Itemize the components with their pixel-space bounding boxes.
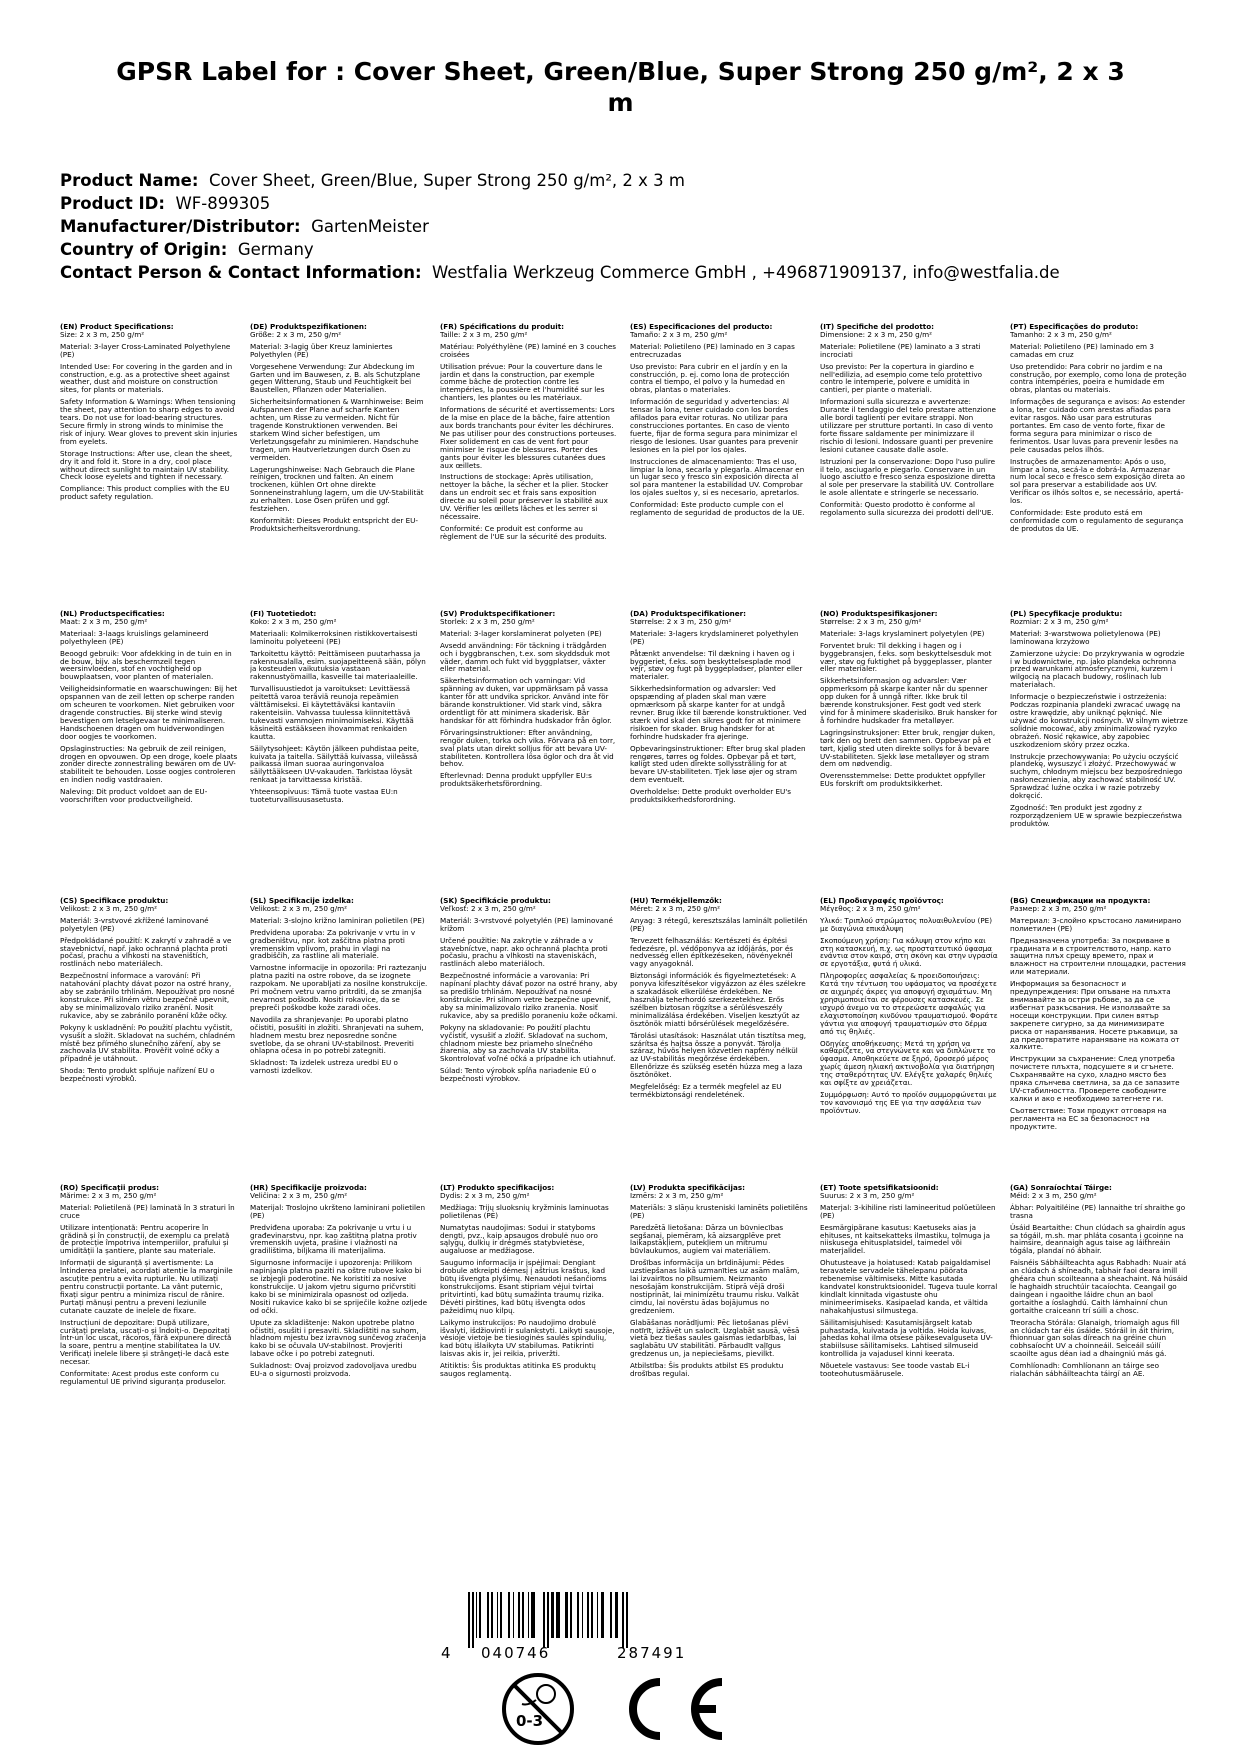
language-block <box>820 610 998 897</box>
barcode-bar <box>468 1592 470 1648</box>
language-block-text: Material: Polietileno (PE) laminado em 3 camadas em cruz <box>1010 341 1154 359</box>
language-block-text: Velikost: 2 x 3 m, 250 g/m² <box>250 903 348 913</box>
language-block-text: Megfelelőség: Ez a termék megfelel az EU termékbiztonsági rendeletének. <box>630 1082 782 1099</box>
language-block-text: Zgodność: Ten produkt jest zgodny z rozporządzeniem UE w sprawie bezpieczeństwa produktów. <box>1010 802 1182 828</box>
language-block-text: Materiał: 3-warstwowa polietylenowa (PE) laminowana krzyżowo <box>1010 628 1161 646</box>
language-block-text: Materiale: Polietilene (PE) laminato a 3 strati incrociati <box>820 341 981 359</box>
language-block-text: Varnostne informacije in opozorila: Pri raztezanju platna paziti na ostre robove, da se izognete razpokam. Ne uporabljati za nosilne konstrukcije. Pri močnem vetru varno pritrditi, da se zmanjša nevarnost poškodb. Nositi rokavice, da se prepreči poškodbe kože zaradi očes. <box>250 963 428 1012</box>
language-block-text: Izmērs: 2 x 3 m, 250 g/m² <box>630 1190 724 1200</box>
language-block-text: Faisnéis Sábháilteachta agus Rabhadh: Nuair atá an clúdach á shíneadh, tabhair faoi deara imill ghéara chun scoilteanna a sheachaint. Ná húsáid le haghaidh struchtúir tacaíochta. Ceangail go daingean i ngaoithe láidre chun an baol gortaithe a íoslaghdú. Caith lámhainní chun gortaithe craiceann trí súili a chosc. <box>1010 1258 1188 1315</box>
language-block-heading: (EN) Product Specifications: <box>60 323 174 331</box>
language-block-text: Материал: 3-слойно кръстосано ламинирано полиетилен (PE) <box>1010 915 1182 933</box>
language-block-text: Shoda: Tento produkt splňuje nařízení EU o bezpečnosti výrobků. <box>60 1066 215 1084</box>
barcode-bars <box>440 1592 740 1648</box>
compliance-symbols <box>500 1670 760 1750</box>
language-block-text: Matériau: Polyéthylène (PE) laminé en 3 couches croisées <box>440 341 617 359</box>
language-block-text: Sicherheitsinformationen & Warnhinweise: Beim Aufspannen der Plane auf scharfe Kanten achten, um Risse zu vermeiden. Nicht für tragende Konstruktionen verwenden. Bei starkem Wind sicher befestigen, um Verletzungsgefahr zu minimieren. Handschuhe tragen, um Hautverletzungen durch Ösen zu vermeiden. <box>250 397 424 462</box>
language-block-text: Vorgesehene Verwendung: Zur Abdeckung im Garten und im Bauwesen, z. B. als Schutzplane gegen Witterung, Staub und Feuchtigkeit bei Baustellen, Pflanzen oder Materialien. <box>250 361 421 395</box>
language-block-text: Určené použitie: Na zakrytie v záhrade a v stavebníctve, napr. ako ochranná plachta proti počasiu, prachu a vlhkosti na staveniskách, rastlinách alebo materiáloch. <box>440 935 608 969</box>
language-block-heading: (FI) Tuotetiedot: <box>250 610 317 618</box>
language-block-text: Velikost: 2 x 3 m, 250 g/m² <box>60 903 158 913</box>
language-block <box>440 323 618 610</box>
language-block-text: Informations de sécurité et avertissements: Lors de la mise en place de la bâche, faire attention aux bords tranchants pour éviter les déchirures. Ne pas utiliser pour des constructions porteuses. Fixer solidement en cas de vent fort pour minimiser le risque de blessures. Porter des gants pour éviter les blessures cutanées dues aux œillets. <box>440 405 617 470</box>
language-block <box>60 897 238 1184</box>
language-block-text: Dimensione: 2 x 3 m, 250 g/m² <box>820 329 933 339</box>
info-label: Country of Origin: <box>60 240 228 259</box>
spec-grid <box>60 323 1190 1471</box>
language-block-heading: (PT) Especificações do produto: <box>1010 323 1139 331</box>
language-block-text: Påtænkt anvendelse: Til dækning i haven og i byggeriet, f.eks. som beskyttelsesplade mod vejr, støv og fugt på byggepladser, planter eller materialer. <box>630 648 803 682</box>
language-block-text: Biztonsági információk és figyelmeztetések: A ponyva kifeszítésekor vigyázzon az éles szélekre a szakadások elkerülése érdekében. Ne használja teherhordó szerkezetekhez. Erős szélben biztosan rögzítse a sérülésveszély minimalizálása érdekében. Viseljen kesztyűt az ösztönök miatti bőrsérülések megelőzésére. <box>630 971 806 1028</box>
language-block <box>440 1184 618 1471</box>
language-block-text: Overensstemmelse: Dette produktet oppfyller EUs forskrift om produktsikkerhet. <box>820 771 986 789</box>
language-block-text: Sikkerhetsinformasjon og advarsler: Vær oppmerksom på skarpe kanter når du spenner opp duken for å unngå rifter. Ikke bruk til bærende konstruksjoner. Fest godt ved sterk vind for å minimere skaderisiko. Bruk hansker for å forhindre hudskader fra metalløyer. <box>820 676 998 725</box>
language-block-text: Saugumo informacija ir įspėjimai: Dengiant drobule atkreipti dėmesį į aštrius kraštus, kad būtų išvengta plyšimų. Nenaudoti nešančioms konstrukcijoms. Esant stipriam vėjui tvirtai pritvirtinti, kad būtų sumažinta traumų rizika. Dėvėti pirštines, kad būtų išvengta odos pažeidimų nuo kilpų. <box>440 1258 607 1315</box>
language-block-text: Atbilstība: Šis produkts atbilst ES produktu drošības regulai. <box>630 1361 784 1379</box>
language-block-text: Treoracha Stórála: Glanaigh, triomaigh agus fill an clúdach tar éis úsáide. Stóráil in áit thirim, fhionnuar gan solas díreach na gréine chun cobhsaíocht UV a choinneáil. Seiceáil súilí scaoilte agus déan iad a dhaingniú más gá. <box>1010 1317 1180 1359</box>
language-block-text: Material: 3-lagig über Kreuz laminiertes Polyethylen (PE) <box>250 341 393 359</box>
language-block-text: Yhteensopivuus: Tämä tuote vastaa EU:n tuoteturvallisuusasetusta. <box>250 787 398 805</box>
info-label: Manufacturer/Distributor: <box>60 217 301 236</box>
language-block-text: Materiale: 3-lagers krydslamineret polyethylen (PE) <box>630 628 799 646</box>
language-block-text: Material: Polietilenă (PE) laminată în 3 straturi în cruce <box>60 1202 235 1220</box>
language-block-heading: (GA) Sonraíochtaí Táirge: <box>1010 1184 1112 1192</box>
language-block-text: Veličina: 2 x 3 m, 250 g/m² <box>250 1190 348 1200</box>
barcode-bar <box>570 1592 572 1638</box>
barcode-bar <box>518 1592 520 1638</box>
barcode-bar <box>513 1592 514 1638</box>
barcode-bar <box>610 1592 612 1638</box>
language-block-text: Uso pretendido: Para cobrir no jardim e na construção, por exemplo, como lona de proteção contra intempéries, poeira e humidade em obras, plantas ou materiais. <box>1010 361 1187 395</box>
language-block-text: Opslaginstructies: Na gebruik de zeil reinigen, drogen en opvouwen. Op een droge, koele plaats zonder directe zonnestraling bewaren om de UV-stabiliteit te behouden. Losse oogjes controleren en indien nodig vastdraaien. <box>60 743 238 785</box>
language-block-heading: (LT) Produkto specifikacijos: <box>440 1184 555 1192</box>
language-block <box>630 897 808 1184</box>
language-block-text: Informazioni sulla sicurezza e avvertenze: Durante il tendaggio del telo prestare attenzione alle bordi taglienti per evitare strappi. Non utilizzare per strutture portanti. In caso di vento forte fissare saldamente per minimizzare il rischio di lesioni. Indossare guanti per prevenire lesioni cutanee causate dalle asole. <box>820 397 996 454</box>
language-block-text: Overholdelse: Dette produkt overholder EU's produktsikkerhedsforordning. <box>630 787 792 805</box>
language-block-text: Méret: 2 x 3 m, 250 g/m² <box>630 903 721 913</box>
language-block-text: Avsedd användning: För täckning i trädgården och i byggbranschen, t.ex. som skyddsduk mot väder, damm och fukt vid byggplatser, växter eller material. <box>440 640 610 674</box>
language-block-text: Glabāšanas norādījumi: Pēc lietošanas plēvi notīrīt, izžāvēt un salocīt. Uzglabāt sausā, vēsā vietā bez tiešas saules gaismas iedarbības, lai saglabātu UV stabilitāti. Pārbaudīt vaļīgus gredzenus un, ja nepieciešams, pievilkt. <box>630 1317 800 1359</box>
language-block-text: Turvallisuustiedot ja varoitukset: Levittäessä peitettä varoa teräviä reunoja repeämien välttämiseksi. Ei käytettäväksi kantaviin rakenteisiin. Vahvassa tuulessa kiinnitettävä tukevasti vammojen minimoimiseksi. Käyttää käsineitä estääkseen ihovammat renkaiden kautta. <box>250 684 414 741</box>
language-block-text: Tárolási utasítások: Használat után tisztítsa meg, szárítsa és hajtsa össze a ponyvát. Tárolja száraz, hűvös helyen közvetlen napfény nélkül az UV-stabilitás megőrzése érdekében. Ellenőrizze és szükség esetén húzza meg a laza ösztönöket. <box>630 1030 807 1080</box>
language-block-heading: (BG) Спецификации на продукта: <box>1010 897 1151 905</box>
barcode-bar <box>597 1592 598 1638</box>
language-block-heading: (ET) Toote spetsifikatsioonid: <box>820 1184 939 1192</box>
barcode-bar <box>577 1592 579 1638</box>
language-block-text: Veiligheidsinformatie en waarschuwingen: Bij het opspannen van de zeil letten op scherpe randen om scheuren te voorkomen. Niet gebruiken voor dragende constructies. Bij sterke wind stevig bevestigen om letselgevaar te minimaliseren. Handschoenen dragen om huidverwondingen door oogjes te voorkomen. <box>60 684 238 741</box>
language-block-text: Tamaño: 2 x 3 m, 250 g/m² <box>630 329 728 339</box>
language-block <box>820 897 998 1184</box>
language-block-text: Laikymo instrukcijos: Po naudojimo drobulė išvalyti, išdžiovinti ir sulankstyti. Laikyti sausoje, vėsioje vietoje be tiesioginės saulės spindulių, kad būtų išlaikyta UV stabilumas. Patikrinti laisvas akis ir, jei reikia, priveržti. <box>440 1317 615 1359</box>
language-block-text: Información de seguridad y advertencias: Al tensar la lona, tener cuidado con los bordes afilados para evitar roturas. No utilizar para construcciones portantes. En caso de viento fuerte, fijar de forma segura para minimizar el riesgo de lesiones. Usar guantes para prevenir lesiones en la piel por los ojales. <box>630 397 799 454</box>
barcode-bar <box>551 1592 554 1638</box>
language-block-text: Informações de segurança e avisos: Ao estender a lona, ter cuidado com arestas afiadas para evitar rasgos. Não usar para estruturas portantes. Em caso de vento forte, fixar de forma segura para minimizar o risco de ferimentos. Usar luvas para prevenir lesões na pele causadas pelos ilhós. <box>1010 397 1186 454</box>
language-block-text: Instrucciones de almacenamiento: Tras el uso, limpiar la lona, secarla y plegarla. Almacenar en un lugar seco y fresco sin exposición directa al sol para mantener la estabilidad UV. Comprobar los ojales sueltos y, si es necesario, apretarlos. <box>630 456 805 498</box>
language-block <box>630 323 808 610</box>
language-block-text: Storage Instructions: After use, clean the sheet, dry it and fold it. Store in a dry, cool place without direct sunlight to maintain UV stability. Check loose eyelets and tighten if necessary. <box>60 448 233 482</box>
language-block-text: Maat: 2 x 3 m, 250 g/m² <box>60 616 148 626</box>
language-block-text: Tarkoitettu käyttö: Peittämiseen puutarhassa ja rakennusalalla, esim. suojapeitteenä sään, pölyn ja kosteuden vaikutuksia vastaan rakennustyömailla, kasveille tai materiaaleille. <box>250 648 426 682</box>
info-value: GartenMeister <box>311 217 429 236</box>
language-block-text: Materiale: 3-lags kryslaminert polyetylen (PE) <box>820 628 985 638</box>
info-row <box>60 261 1190 284</box>
info-label: Contact Person & Contact Information: <box>60 263 422 282</box>
language-block-text: Bezpečnostné informácie a varovania: Pri napínaní plachty dávať pozor na ostré hrany, aby sa predišlo trhlinám. Nepoužívať na nosné konštrukcie. Pri silnom vetre bezpečne upevniť, aby sa minimalizovalo riziko zranenia. Nosiť rukavice, aby sa predišlo poraneniu kože očkami. <box>440 971 618 1020</box>
language-block-text: Ohutusteave ja hoiatused: Katab paigaldamisel teravatele servadele tähelepanu pöörata rebenemise vältimiseks. Mitte kasutada kandvatel konstruktsioonidel. Tugeva tuule korral kindlalt kinnitada vigastuste ohu minimeerimiseks. Kasipaelad kanda, et vältida nahakahjustusi silmustega. <box>820 1258 998 1315</box>
language-block-heading: (NL) Productspecificaties: <box>60 610 165 618</box>
ce-mark-icon <box>633 1682 722 1736</box>
language-block-heading: (FR) Spécifications du produit: <box>440 323 565 331</box>
language-block-text: Bezpečnostní informace a varování: Při natahování plachty dávat pozor na ostré hrany, aby se zabránilo trhlinám. Nepoužívat pro nosné konstrukce. Při silném větru bezpečně upevnit, aby se minimalizovalo riziko zranění. Nosit rukavice, aby se zabránilo poranění kůže očky. <box>60 971 235 1020</box>
language-block-text: Lagerungshinweise: Nach Gebrauch die Plane reinigen, trocknen und falten. An einem trockenen, kühlen Ort ohne direkte Sonneneinstrahlung lagern, um die UV-Stabilität zu erhalten. Lose Ösen prüfen und ggf. festziehen. <box>250 464 424 514</box>
language-block-text: Naleving: Dit product voldoet aan de EU-voorschriften voor productveiligheid. <box>60 787 208 805</box>
language-block-text: Utilizare intenționată: Pentru acoperire în grădină și în construcții, de exemplu ca prelată de protecție împotriva intemperiilor, prafului și umidității la șantiere, plante sau materiale. <box>60 1222 230 1256</box>
language-block <box>60 610 238 897</box>
barcode-bar <box>587 1592 589 1638</box>
info-row <box>60 238 1190 261</box>
product-info <box>60 169 1190 284</box>
info-row <box>60 192 1190 215</box>
language-block-text: Efterlevnad: Denna produkt uppfyller EU:s produktsäkerhetsförordning. <box>440 771 592 789</box>
info-value: Westfalia Werkzeug Commerce GmbH , +496871909137, info@westfalia.de <box>432 263 1060 282</box>
language-block-text: Πληροφορίες ασφαλείας & προειδοποιήσεις: Κατά την τέντωση του υφάσματος να προσέχετε σε αιχμηρές άκρες για αποφυγή σχισμάτων. Μη χρησιμοποιείται σε φέρουσες κατασκευές. Σε ισχυρό άνεμο να το στερεώσετε ασφαλώς για ελαχιστοποίηση κινδύνου τραυματισμού. Φοράτε γάντια για αποφυγή τραυματισμών στο δέρμα από τις θηλιές. <box>820 971 998 1036</box>
language-block-heading: (ES) Especificaciones del producto: <box>630 323 773 331</box>
language-block <box>60 323 238 610</box>
language-block-text: Predvidena uporaba: Za pokrivanje v vrtu in v gradbeništvu, npr. kot zaščitna platna proti vremenskim vplivom, prahu in vlagi na gradbiščih, za rastline ali materiale. <box>250 927 416 961</box>
barcode-bar <box>497 1592 498 1638</box>
language-block-text: Uso previsto: Per la copertura in giardino e nell'edilizia, ad esempio come telo protettivo contro le intemperie, polvere e umidità in cantieri, per piante o materiali. <box>820 361 983 395</box>
language-block-text: Safety Information & Warnings: When tensioning the sheet, pay attention to sharp edges to avoid tears. Do not use for load-bearing structures. Secure firmly in strong winds to minimise the risk of injury. Wear gloves to prevent skin injuries from eyelets. <box>60 397 238 446</box>
barcode-bar <box>565 1592 568 1638</box>
language-block-text: Nõuetele vastavus: See toode vastab EL-i tooteohutusmäärusele. <box>820 1361 970 1379</box>
barcode-bar <box>479 1592 481 1638</box>
language-block-text: Skladnost: Ta izdelek ustreza uredbi EU o varnosti izdelkov. <box>250 1058 398 1076</box>
barcode-bar <box>528 1592 529 1638</box>
language-block-text: Инструкции за съхранение: След употреба почистете плъхта, подсушете я и сгънете. Съхранявайте на сухо, хладно място без пряка слънчева светлина, за да се запазите UV-стабилността. Проверете свободните халки и ако е необходимо затегнете ги. <box>1010 1054 1180 1103</box>
language-block-text: Medžiaga: Trijų sluoksnių kryžminis laminuotas polietilenas (PE) <box>440 1202 609 1220</box>
language-block <box>1010 610 1188 897</box>
language-block-heading: (SK) Špecifikácie produktu: <box>440 897 551 905</box>
info-row <box>60 169 1190 192</box>
language-block-text: Förvaringsinstruktioner: Efter användning, rengör duken, torka och vika. Förvara på en torr, sval plats utan direkt solljus för att bevara UV-stabiliteten. Kontrollera lösa öglor och dra åt vid behov. <box>440 727 616 769</box>
language-block-heading: (PL) Specyfikacje produktu: <box>1010 610 1123 618</box>
language-block-text: Material: 3-slojno križno laminiran polietilen (PE) <box>250 915 425 925</box>
barcode-bar <box>476 1592 477 1638</box>
barcode-bar <box>531 1592 535 1638</box>
language-block <box>250 610 428 897</box>
language-block-text: Tervezett felhasználás: Kertészeti és építési fedezésre, pl. védőponyva az időjárás, por és nedvesség ellen építkezéseken, növényeknél vagy anyagoknál. <box>630 935 793 969</box>
language-block-text: Materiāls: 3 slāņu krusteniski laminēts polietilēns (PE) <box>630 1202 808 1220</box>
language-block-text: Conformidad: Este producto cumple con el reglamento de seguridad de productos de la UE. <box>630 500 805 518</box>
info-value: Germany <box>237 240 314 259</box>
language-block-text: Súlad: Tento výrobok spĺňa nariadenie EÚ o bezpečnosti výrobkov. <box>440 1066 597 1084</box>
language-block-text: Material: Polietileno (PE) laminado en 3 capas entrecruzadas <box>630 341 795 359</box>
language-block <box>820 323 998 610</box>
language-block-text: Säkerhetsinformation och varningar: Vid spänning av duken, var uppmärksam på vassa kanter för att undvika sprickor. Använd inte för bärande konstruktioner. Vid stark vind, säkra ordentligt för att minimera skaderisk. Bär handskar för att förhindra hudskador från öglor. <box>440 676 612 725</box>
not-for-children-0-3-icon <box>504 1675 572 1743</box>
language-block-text: Atitiktis: Šis produktas atitinka ES produktų saugos reglamentą. <box>440 1361 596 1379</box>
barcode-bar <box>522 1592 524 1638</box>
barcode-bar <box>487 1592 489 1638</box>
language-block-text: Информация за безопасност и предупреждения: При опъване на плъхта внимавайте за остри ръбове, за да се избегнат разкъсвания. Не използвайте за носещи конструкции. При силен вятър закрепете сигурно, за да минимизирате риска от наранявания. Носете ръкавици, за да предотвратите нараняване на кожата от халките. <box>1010 979 1180 1052</box>
language-block-text: Conformidade: Este produto está em conformidade com o regulamento de segurança de produtos da UE. <box>1010 508 1184 533</box>
language-block-text: Konformität: Dieses Produkt entspricht der EU-Produktsicherheitsverordnung. <box>250 515 419 533</box>
language-block-text: Rozmiar: 2 x 3 m, 250 g/m² <box>1010 616 1109 626</box>
language-block-text: Sikkerhedsinformation og advarsler: Ved opspænding af pladen skal man være opmærksom på skarpe kanter for at undgå revner. Brug ikke til bærende konstruktioner. Ved stærk vind skal den sikres godt for at minimere risikoen for skader. Brug handsker for at forhindre hudskader fra øjeringe. <box>630 684 807 741</box>
language-block-heading: (EL) Προδιαγραφές προϊόντος: <box>820 897 944 905</box>
page-title: GPSR Label for : Cover Sheet, Green/Blue, Super Strong 250 g/m², 2 x 3 m <box>116 57 1125 117</box>
info-value: WF-899305 <box>175 194 271 213</box>
language-block-text: Suurus: 2 x 3 m, 250 g/m² <box>820 1190 915 1200</box>
language-block-heading: (DA) Produktspecifikationer: <box>630 610 747 618</box>
language-block <box>250 1184 428 1471</box>
language-block-heading: (SV) Produktspecifikationer: <box>440 610 556 618</box>
language-block-text: Utilisation prévue: Pour la couverture dans le jardin et dans la construction, par exemple comme bâche de protection contre les intempéries, la poussière et l'humidité sur les chantiers, les plantes ou les matériaux. <box>440 361 605 403</box>
language-block-text: Conformitate: Acest produs este conform cu regulamentul UE privind siguranța produselor. <box>60 1369 226 1386</box>
language-block-text: Tamanho: 2 x 3 m, 250 g/m² <box>1010 329 1112 339</box>
language-block-text: Pokyny k uskladnění: Po použití plachtu vyčistit, vysušit a složit. Skladovat na suchém, chladném místě bez přímého slunečního záření, aby se zachovala UV stabilita. Prověřit volné očky a případně je utáhnout. <box>60 1022 235 1064</box>
language-block-text: Συμμόρφωση: Αυτό το προϊόν συμμορφώνεται με τον κανονισμό της ΕΕ για την ασφάλεια των προϊόντων. <box>820 1089 997 1115</box>
language-block-text: Instruções de armazenamento: Após o uso, limpar a lona, secá-la e dobrá-la. Armazenar num local seco e fresco sem exposição direta ao sol para preservar a estabilidade aos UV. Verificar os ilhós soltos e, se necessário, apertá-los. <box>1010 456 1185 506</box>
language-block-text: Sukladnost: Ovaj proizvod zadovoljava uredbu EU-a o sigurnosti proizvoda. <box>250 1361 417 1379</box>
language-block-text: Instructions de stockage: Après utilisation, nettoyer la bâche, la sécher et la plier. Stocker dans un endroit sec et frais sans exposition directe au soleil pour préserver la stabilité aux UV. Vérifier les œillets lâches et les serrer si nécessaire. <box>440 472 609 521</box>
language-block-text: Anyag: 3 rétegű, keresztszálas laminált polietilén (PE) <box>630 915 808 933</box>
barcode-bar <box>472 1592 474 1648</box>
barcode-bar <box>582 1592 583 1638</box>
language-block-text: Informacje o bezpieczeństwie i ostrzeżenia: Podczas rozpinania plandeki zwracać uwagę na ostre krawędzie, aby uniknąć pęknięć. Nie używać do konstrukcji nośnych. W silnym wietrze solidnie mocować, aby zminimalizować ryzyko obrażeń. Nosić rękawice, aby zapobiec uszkodzeniom skóry przez oczka. <box>1010 692 1188 749</box>
language-block-heading: (RO) Specificații produs: <box>60 1184 159 1192</box>
language-block-text: Μέγεθος: 2 x 3 m, 250 g/m² <box>820 903 921 913</box>
language-block <box>60 1184 238 1471</box>
language-block-text: Opbevaringsinstruktioner: Efter brug skal pladen rengøres, tørres og foldes. Opbevar på et tørt, køligt sted uden direkte sollysstråling for at bevare UV-stabiliteten. Tjek løse øjer og stram dem eventuelt. <box>630 743 806 785</box>
language-block-text: Storlek: 2 x 3 m, 250 g/m² <box>440 616 535 626</box>
language-block-text: Materiaal: 3-laags kruislings gelamineerd polyethyleen (PE) <box>60 628 209 646</box>
language-block-text: Méid: 2 x 3 m, 250 g/m² <box>1010 1190 1097 1200</box>
language-block-text: Taille: 2 x 3 m, 250 g/m² <box>440 329 528 339</box>
language-block-text: Eesmärgipärane kasutus: Kaetuseks aias ja ehituses, nt kaitsekatteks ilmastiku, tolmuga ja niiskusega ehitusplatsidel, taimedel või materjalidel. <box>820 1222 991 1256</box>
language-block <box>820 1184 998 1471</box>
barcode-bar <box>500 1592 502 1638</box>
language-block-text: Material: 3-layer Cross-Laminated Polyethylene (PE) <box>60 341 231 359</box>
language-block <box>630 1184 808 1471</box>
language-block-heading: (HR) Specifikacije proizvoda: <box>250 1184 367 1192</box>
barcode-bar <box>547 1592 549 1648</box>
language-block-heading: (CS) Specifikace produktu: <box>60 897 169 905</box>
language-block-text: Säilytysohjeet: Käytön jälkeen puhdistaa peite, kuivata ja taitella. Säilyttää kuivassa, viileässä paikassa ilman suoraa auringonvaloa säilyttääkseen UV-vakauden. Tarkistaa löysät renkaat ja tarvittaessa kiristää. <box>250 743 420 785</box>
language-block-text: Οδηγίες αποθήκευσης: Μετά τη χρήση να καθαρίζετε, να στεγνώνετε και να διπλώνετε το ύφασμα. Αποθηκεύετε σε ξηρό, δροσερό μέρος χωρίς άμεση ηλιακή ακτινοβολία για διατήρηση της σταθερότητας UV. Ελέγξτε χαλαρές θηλιές και σφίξτε αν χρειάζεται. <box>820 1038 996 1088</box>
language-block-text: Úsáid Beartaithe: Chun clúdach sa ghairdín agus sa tógáil, m.sh. mar phláta cosanta i gcoinne na haimsire, deannaigh agus taise ag láithreáin tógála, plandaí nó ábhair. <box>1010 1222 1186 1256</box>
language-block-text: Materjal: 3-kihiline risti lamineeritud polüetüleen (PE) <box>820 1202 996 1220</box>
language-block-text: Material: 3-lager korslaminerat polyeten (PE) <box>440 628 602 638</box>
language-block-text: Veľkosť: 2 x 3 m, 250 g/m² <box>440 903 536 913</box>
language-block <box>250 323 428 610</box>
barcode-bar <box>601 1592 604 1638</box>
barcode-bar <box>543 1592 545 1648</box>
language-block-text: Paredzētā lietošana: Dārza un būvniecības segšanai, piemēram, kā aizsargplēve pret laikapstākļiem, putekļiem un mitrumu būvlaukumos, augiem vai materiāliem. <box>630 1222 784 1256</box>
language-block-text: Materiál: 3-vrstvové zkřížené laminované polyetylen (PE) <box>60 915 209 933</box>
language-block-text: Conformità: Questo prodotto è conforme al regolamento sulla sicurezza dei prodotti dell'UE. <box>820 500 994 518</box>
language-block <box>1010 897 1188 1184</box>
language-block-heading: (HU) Termékjellemzők: <box>630 897 722 905</box>
svg-text:0-3: 0-3 <box>516 1712 544 1730</box>
language-block-text: Υλικό: Τριπλού στρώματος πολυαιθυλενίου (PE) με διαγώνια επικάλυψη <box>820 915 992 933</box>
language-block-text: Instrucțiuni de depozitare: După utilizare, curățați prelata, uscați-o și îndoiți-o. Depozitați într-un loc uscat, răcoros, fără expunere directă la soare, pentru a menține stabilitatea la UV. Verificați inelele libere și strângeți-le dacă este necesar. <box>60 1317 232 1367</box>
barcode-bar <box>591 1592 593 1638</box>
barcode-group-right: 287491 <box>617 1644 687 1662</box>
info-row <box>60 215 1190 238</box>
language-block-heading: (LV) Produkta specifikācijas: <box>630 1184 745 1192</box>
language-block-text: Navodila za shranjevanje: Po uporabi platno očistiti, posušiti in zložiti. Shranjevati na suhem, hladnem mestu brez neposredne sončne svetlobe, da se ohrani UV-stabilnost. Preveriti ohlapna očesa in po potrebi zategniti. <box>250 1014 424 1056</box>
language-block-text: Størrelse: 2 x 3 m, 250 g/m² <box>630 616 732 626</box>
language-block-heading: (IT) Specifiche del prodotto: <box>820 323 935 331</box>
barcode-lead-digit: 4 <box>441 1644 451 1662</box>
barcode-bar <box>491 1592 493 1638</box>
language-block-text: Sigurnosne informacije i upozorenja: Prilikom napinjanja platna paziti na oštre rubove kako bi se izbjegli poderotine. Ne koristiti za nosive konstrukcije. U jakom vjetru sigurno pričvrstiti kako bi se minimizirala opasnost od ozljeda. Nositi rukavice kako bi se spriječile kožne ozljede od očki. <box>250 1258 428 1315</box>
language-block-text: Materiál: 3-vrstvové polyetylén (PE) laminované krížom <box>440 915 613 933</box>
language-block <box>440 897 618 1184</box>
language-block-text: Compliance: This product complies with the EU product safety regulation. <box>60 484 230 502</box>
barcode-bar <box>556 1592 560 1638</box>
language-block-text: Pokyny na skladovanie: Po použití plachtu vyčistiť, vysušiť a zložiť. Skladovať na suchom, chladnom mieste bez priameho slnečného žiarenia, aby sa zachovala UV stabilita. Skontrolovať voľné očká a prípadne ich utiahnuť. <box>440 1022 616 1064</box>
barcode-bar <box>626 1592 628 1648</box>
language-block-heading: (DE) Produktspezifikationen: <box>250 323 367 331</box>
barcode-bar <box>508 1592 510 1638</box>
info-label: Product ID: <box>60 194 165 213</box>
language-block-text: Forventet bruk: Til dekking i hagen og i byggebransjen, f.eks. som beskyttelsesduk mot vær, støv og fuktighet på byggeplasser, planter eller materialer. <box>820 640 993 674</box>
language-block-text: Numatytas naudojimas: Sodui ir statyboms dengti, pvz., kaip apsaugos drobulė nuo oro sąlygų, dulkių ir drėgmės statybvietėse, augaluose ar medžiagose. <box>440 1222 598 1256</box>
barcode-group-left: 040746 <box>481 1644 551 1662</box>
language-block-text: Předpokládané použití: K zakrytí v zahradě a ve stavebnictví, např. jako ochranná plachta proti počasí, prachu a vlhkosti na staveništích, rostlinách nebo materiálech. <box>60 935 232 969</box>
language-block <box>250 897 428 1184</box>
language-block <box>440 610 618 897</box>
language-block-text: Informații de siguranță și avertismente: La întinderea prelatei, acordați atenție la marginile ascuțite pentru a evita rupturile. Nu utilizați pentru construcții portante. La vânt puternic, fixați sigur pentru a minimiza riscul de rănire. Purtați mănuși pentru a preveni leziunile cutanate cauzate de inelele de fixare. <box>60 1258 233 1315</box>
language-block-heading: (NO) Produktspesifikasjoner: <box>820 610 938 618</box>
barcode-bar <box>622 1592 624 1648</box>
language-block-heading: (SL) Specifikacije izdelka: <box>250 897 354 905</box>
language-block-text: Beoogd gebruik: Voor afdekking in de tuin en in de bouw, bijv. als beschermzeil tegen weersinvloeden, stof en vochtigheid op bouwplaatsen, voor planten of materialen. <box>60 648 232 682</box>
language-block-text: Materijal: Troslojno ukršteno laminirani polietilen (PE) <box>250 1202 426 1220</box>
language-block-text: Instrukcje przechowywania: Po użyciu oczyścić plandekę, wysuszyć i złożyć. Przechowywać w suchym, chłodnym miejscu bez bezpośredniego nasłonecznienia, aby zachować stabilność UV. Sprawdzać luźne oczka i w razie potrzeby dokręcić. <box>1010 751 1183 801</box>
language-block-text: Zamierzone użycie: Do przykrywania w ogrodzie i w budownictwie, np. jako plandeka ochronna przed warunkami atmosferycznymi, kurzem i wilgocią na placach budowy, roślinach lub materiałach. <box>1010 648 1185 690</box>
language-block <box>630 610 808 897</box>
language-block-text: Size: 2 x 3 m, 250 g/m² <box>60 329 145 339</box>
language-block-text: Dydis: 2 x 3 m, 250 g/m² <box>440 1190 530 1200</box>
language-block-text: Størrelse: 2 x 3 m, 250 g/m² <box>820 616 922 626</box>
language-block-text: Intended Use: For covering in the garden and in construction, e.g. as a protective sheet against weather, dust and moisture on construction sites, for plants or materials. <box>60 361 233 395</box>
language-block-text: Säilitamisjuhised: Kasutamisjärgselt katab puhastada, kuivatada ja voltida. Hoida kuivas, jahedas kohal ilma otsese päikesevalguseta UV-stabiilsuse säilitamiseks. Lahtised silmuseid kontrollida ja vajadusel kinni keerata. <box>820 1317 993 1359</box>
info-value: Cover Sheet, Green/Blue, Super Strong 250 g/m², 2 x 3 m <box>208 171 685 190</box>
language-block-text: Conformité: Ce produit est conforme au règlement de l'UE sur la sécurité des produits. <box>440 523 607 541</box>
language-block-text: Istruzioni per la conservazione: Dopo l'uso pulire il telo, asciugarlo e piegarlo. Conservare in un luogo asciutto e fresco senza esposizione diretta al sole per preservare la stabilità UV. Controllare le asole allentate e stringerle se necessario. <box>820 456 996 498</box>
language-block-text: Σκοπούμενη χρήση: Για κάλυψη στον κήπο και στη κατασκευή, π.χ. ως προστατευτικό ύφασμα ενάντια στον καιρό, στη σκόνη και στην υγρασία σε εργοτάξια, φυτά ή υλικά. <box>820 935 998 969</box>
language-block-text: Lagringsinstruksjoner: Etter bruk, rengjør duken, tørk den og brett den sammen. Oppbevar på et tørt, kjølig sted uten direkte sollys for å bevare UV-stabiliteten. Sjekk løse metalløyer og stram dem om nødvendig. <box>820 727 996 769</box>
language-block <box>1010 323 1188 610</box>
language-block-text: Upute za skladištenje: Nakon upotrebe platno očistiti, osušiti i presaviti. Skladištiti na suhom, hladnom mjestu bez izravnog sunčevog zračenja kako bi se očuvala UV-stabilnost. Provjeriti labave očke i po potrebi zategnuti. <box>250 1317 426 1359</box>
language-block-text: Predviđena uporaba: Za pokrivanje u vrtu i u građevinarstvu, npr. kao zaštitna platna protiv vremenskih uvjeta, prašine i vlažnosti na gradilištima, biljkama ili materijalima. <box>250 1222 417 1256</box>
language-block-text: Съответствие: Този продукт отговаря на регламента на ЕС за безопасност на продуктите. <box>1010 1105 1167 1131</box>
language-block <box>1010 1184 1188 1471</box>
language-block-text: Koko: 2 x 3 m, 250 g/m² <box>250 616 337 626</box>
language-block-text: Предназначена употреба: За покриване в градината и в строителството, напр. като защитна плъх срещу времето, прах и влажност на строителни площадки, растения или материали. <box>1010 935 1186 977</box>
info-label: Product Name: <box>60 171 199 190</box>
language-block-text: Materiaali: Kolmikerroksinen ristikkovertaisesti laminoitu polyeteeni (PE) <box>250 628 418 646</box>
language-block-text: Größe: 2 x 3 m, 250 g/m² <box>250 329 342 339</box>
language-block-text: Размер: 2 x 3 m, 250 g/m² <box>1010 903 1107 913</box>
barcode-bar <box>615 1592 618 1638</box>
language-block-text: Mărime: 2 x 3 m, 250 g/m² <box>60 1190 157 1200</box>
language-block-text: Drošības informācija un brīdinājumi: Pēdes uzstiepšanas laikā uzmanīties uz asām malām, lai izvairītos no plīsumiem. Neizmanto nesošajām konstrukcijām. Stiprā vējā droši nostiprināt, lai minimizētu traumu risku. Valkāt cimdu, lai novērstu ādas bojājumus no gredzeniem. <box>630 1258 800 1315</box>
language-block-text: Uso previsto: Para cubrir en el jardín y en la construcción, p. ej. como lona de protección contra el tiempo, el polvo y la humedad en obras, plantas o materiales. <box>630 361 790 395</box>
language-block-text: Comhlíonadh: Comhlíonann an táirge seo rialachán sábháilteachta táirgí an AE. <box>1010 1361 1159 1379</box>
language-block-text: Ábhar: Polyaitiléine (PE) lannaithe trí shraithe go trasna <box>1010 1202 1186 1220</box>
